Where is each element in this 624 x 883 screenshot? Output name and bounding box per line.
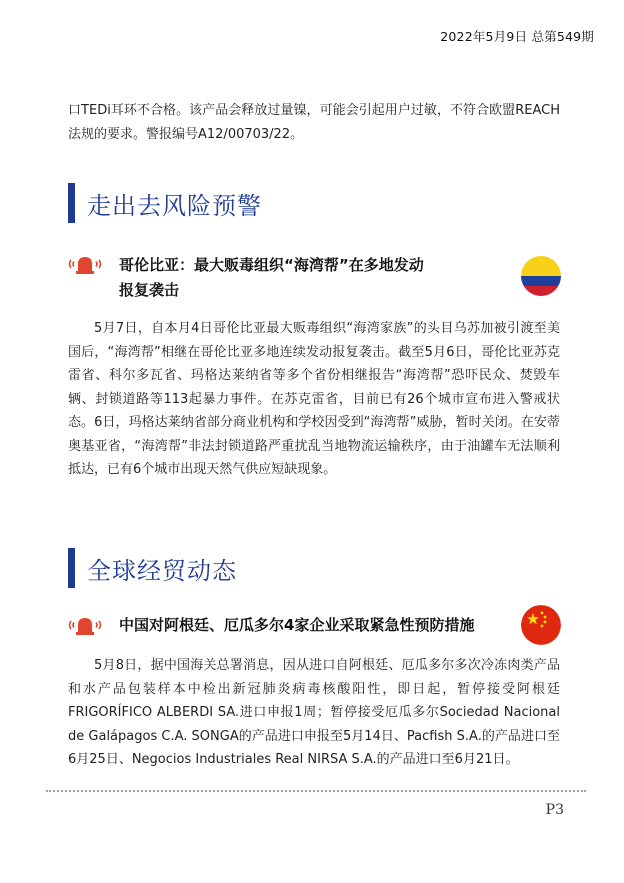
section-heading — [68, 183, 262, 223]
section-title: 走出去风险预警 — [87, 191, 262, 220]
news-title-line1: 哥伦比亚：最大贩毒组织“海湾帮”在多地发动 — [119, 256, 424, 274]
news-title — [119, 253, 479, 303]
section-heading — [68, 548, 237, 588]
page-number: P3 — [545, 802, 564, 818]
section-title: 全球经贸动态 — [87, 556, 237, 585]
alarm-icon — [68, 252, 102, 276]
intro-paragraph: 口TEDi耳环不合格。该产品会释放过量镍，可能会引起用户过敏，不符合欧盟REACH法规的要求。警报编号A12/00703/22。 — [68, 103, 560, 142]
news-body: 5月8日，据中国海关总署消息，因从进口自阿根廷、厄瓜多尔多次冷冻肉类产品和水产品包装样本中检出新冠肺炎病毒核酸阳性，即日起，暂停接受阿根廷FRIGORÍFICO ALBERDI SA.进口申报1周；暂停接受厄瓜多尔Sociedad Nacional de Galápagos C.A. SONGA的产品进口申报至5月14日、Pacfish S.A.的产品进口至6月25日、Negocios Industriales Real NIRSA S.A.的产品进口至6月21日。 — [68, 658, 560, 767]
china-flag-icon — [521, 605, 561, 645]
issue-date: 2022年5月9日 总第549期 — [440, 29, 594, 44]
section-bar — [68, 548, 75, 588]
news-title — [119, 613, 509, 638]
news-title-line1: 中国对阿根廷、厄瓜多尔4家企业采取紧急性预防措施 — [119, 616, 475, 634]
news-title-line2: 报复袭击 — [119, 281, 180, 299]
news-body: 5月7日，自本月4日哥伦比亚最大贩毒组织“海湾家族”的头目乌苏加被引渡至美国后，“海湾帮”相继在哥伦比亚多地连续发动报复袭击。截至5月6日，哥伦比亚苏克雷省、科尔多瓦省、玛格达莱纳省等多个省份相继报告“海湾帮”恐吓民众、焚毁车辆、封锁道路等113起暴力事件。在苏克雷省，目前已有26个城市宣布进入警戒状态。6日，玛格达莱纳省部分商业机构和学校因受到“海湾帮”威胁，暂时关闭。在安蒂奥基亚省，“海湾帮”非法封锁道路严重扰乱当地物流运输秩序，由于油罐车无法顺利抵达，已有6个城市出现天然气供应短缺现象。 — [68, 321, 560, 477]
footer-divider — [46, 790, 586, 792]
colombia-flag-icon — [521, 256, 561, 296]
alarm-icon — [68, 613, 102, 637]
section-bar — [68, 183, 75, 223]
